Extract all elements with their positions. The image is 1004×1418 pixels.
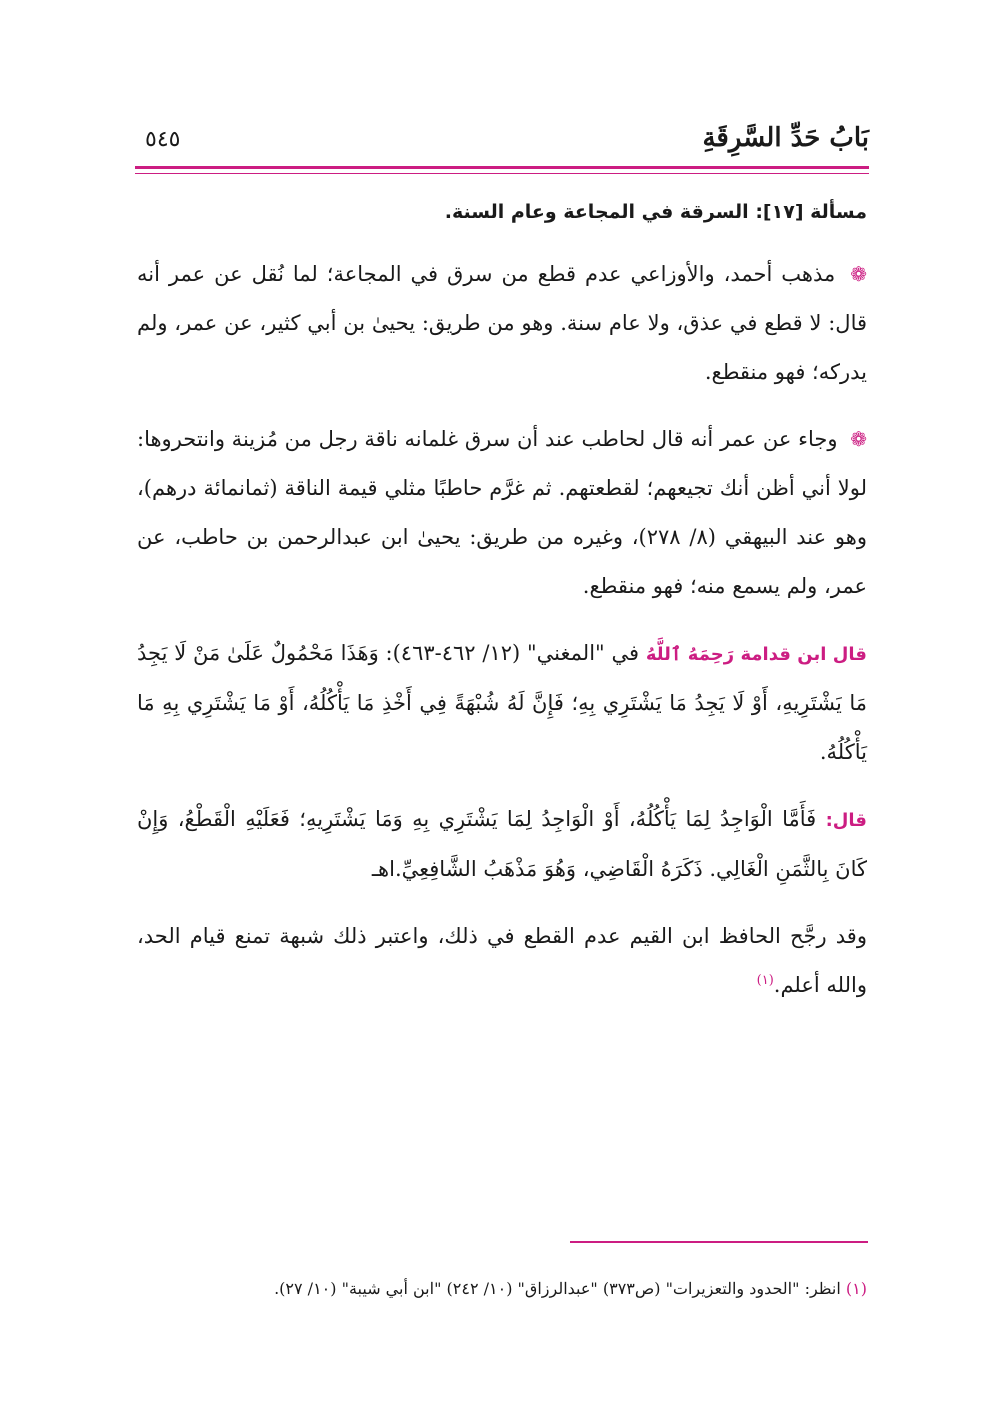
footnote-text: انظر: "الحدود والتعزيرات" (ص٣٧٣) "عبدالرزاق" (١٠/ ٢٤٢) "ابن أبي شيبة" (١٠/ ٢٧). xyxy=(274,1279,841,1298)
quote-author-label: قال ابن قدامة رَحِمَهُ ٱللَّهُ xyxy=(645,644,867,665)
paragraph-4-text: فَأَمَّا الْوَاجِدُ لِمَا يَأْكُلُهُ، أَوْ الْوَاجِدُ لِمَا يَشْتَرِي بِهِ وَمَا يَشْتَرِيهِ؛ فَعَلَيْهِ الْقَطْعُ، وَإِنْ كَانَ بِالثَّمَنِ الْغَالِي. ذَكَرَهُ الْقَاضِي، وَهُوَ مَذْهَبُ الشَّافِعِيِّ.اهـ xyxy=(137,807,867,881)
issue-title: السرقة في المجاعة وعام السنة. xyxy=(444,201,749,223)
paragraph-2-text: وجاء عن عمر أنه قال لحاطب عند أن سرق غلمانه ناقة رجل من مُزينة وانتحروها: لولا أني أظن أنك تجيعهم؛ لقطعتهم. ثم غرَّم حاطبًا مثلي قيمة الناقة (ثمانمائة درهم)، وهو عند البيهقي (٨/ ٢٧٨)، وغيره من طريق: يحيىٰ ابن عبدالرحمن بن حاطب، عن عمر، ولم يسمع منه؛ فهو منقطع. xyxy=(137,427,867,598)
footnote-reference[interactable]: (١) xyxy=(756,973,774,988)
flower-ornament-icon: ❁ xyxy=(850,262,867,286)
header-rule-thin xyxy=(135,173,869,174)
quote-said-label: قال: xyxy=(825,810,867,831)
page-number: ٥٤٥ xyxy=(145,127,181,152)
paragraph-1-text: مذهب أحمد، والأوزاعي عدم قطع من سرق في المجاعة؛ لما نُقل عن عمر أنه قال: لا قطع في عذق، ولا عام سنة. وهو من طريق: يحيىٰ بن أبي كثير، عن عمر، ولم يدركه؛ فهو منقطع. xyxy=(137,262,867,384)
footnote xyxy=(137,1275,867,1303)
footnote-mark: (١) xyxy=(845,1279,867,1298)
page-header xyxy=(135,118,869,160)
flower-ornament-icon: ❁ xyxy=(850,427,867,451)
issue-heading xyxy=(137,196,867,228)
main-content xyxy=(137,196,867,1028)
paragraph-5 xyxy=(137,912,867,1010)
chapter-title: بَابُ حَدِّ السَّرِقَةِ xyxy=(702,123,869,153)
paragraph-3-text: في "المغني" (١٢/ ٤٦٢-٤٦٣): وَهَذَا مَحْمُولٌ عَلَىٰ مَنْ لَا يَجِدُ مَا يَشْتَرِيهِ، أَوْ لَا يَجِدُ مَا يَشْتَرِي بِهِ؛ فَإِنَّ لَهُ شُبْهَةً فِي أَخْذِ مَا يَأْكُلُهُ، أَوْ مَا يَشْتَرِي بِهِ مَا يَأْكُلُهُ. xyxy=(137,641,867,764)
paragraph-1 xyxy=(137,250,867,397)
footnote-divider xyxy=(570,1241,868,1243)
paragraph-5-text: وقد رجَّح الحافظ ابن القيم عدم القطع في ذلك، واعتبر ذلك شبهة تمنع قيام الحد، والله أعلم. xyxy=(137,924,867,997)
issue-label: مسألة [١٧]: xyxy=(755,201,867,223)
header-rule-thick xyxy=(135,166,869,169)
paragraph-3 xyxy=(137,629,867,777)
paragraph-4 xyxy=(137,795,867,894)
paragraph-2 xyxy=(137,415,867,611)
